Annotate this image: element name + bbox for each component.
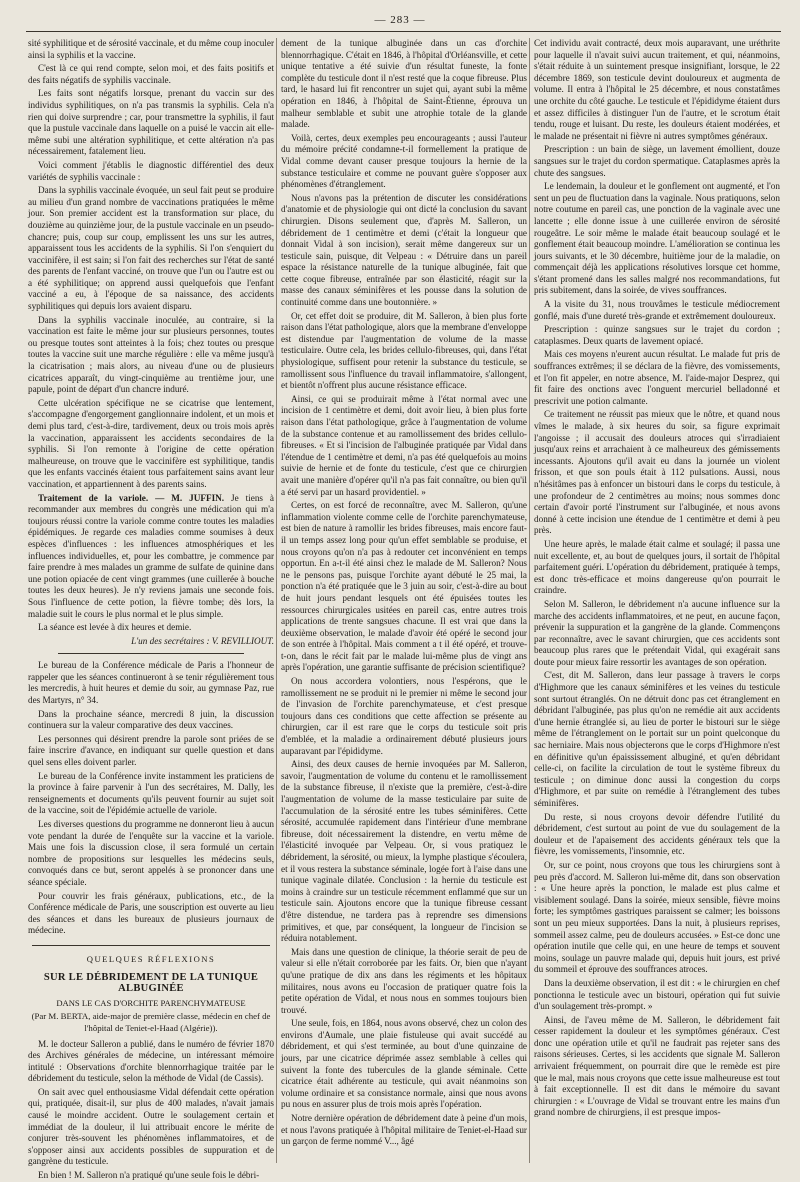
paragraph: Une seule, fois, en 1864, nous avons observé, chez un colon des environs d'Aumale, une plaie fistuleuse qui avait succédé au débridement, et qui s'est terminée, au bout d'une quinzaine de jours, par une cicatrice déprimée assez semblable à celles qui suivent la fonte des tubercules de la glande séminale. Cette cicatrice était adhérente au testicule, qui avait néanmoins son volume ordinaire et sa consistance normale, ainsi que nous avons pu nous en assurer plus de trois mois après l'opération. [281,1018,527,1110]
paragraph: Nous n'avons pas la prétention de discuter les considérations d'anatomie et de physiologie qui ont dicté la conclusion du savant chirurgien. Disons seulement que, d'après M. Salleron, un débridement de 1 centimètre et demi (c'était la longueur que donnait Vidal à son incision), serait même dangereux sur un testicule sain, puisque, dit Velpeau : « Détruire dans un pareil espace la résistance naturelle de la tunique albuginée, fait que cette coque fibreuse, entraînée par son élasticité, réagit sur la masse des canaux séminifères et les pousse dans la solution de continuité comme dans une boutonnière. » [281,192,527,308]
paragraph: En bien ! M. Salleron n'a pratiqué qu'une seule fois le débri- [38,1170,260,1181]
paragraph: Ainsi, ce qui se produirait même à l'état normal avec une incision de 1 centimètre et demi, doit avoir lieu, à bien plus forte raison dans l'état pathologique, grâce à l'augmentation de volume de la substance contenue et au ramollissement des brides cellulo-fibreuses. « Et si l'incision de l'albuginée pratiquée par Vidal dans l'étendue de 1 centimètre et demi, n'a pas été quelquefois au moins suivie de hernie et de fonte du testicule, c'est que ce chirurgien avait une manière d'opérer qu'il n'a pas fait connaître, ou bien qu'il a été servi par un hasard providentiel. » [281,393,527,497]
paragraph: Selon M. Salleron, le débridement n'a aucune influence sur la marche des accidents inflammatoires, et ne peut, en aucune façon, prévenir la suppuration et la gangrène de la glande. Commençons par reconnaître, avec le savant chirurgien, que ces accidents sont beaucoup plus rares que le prétendait Vidal, qui exagérait sans doute pour mieux faire ressortir les avantages de son opération. [534,598,780,667]
section-lead: Traitement de la variole. — M. JUFFIN. [38,492,225,503]
paragraph: Ainsi, des deux causes de hernie invoquées par M. Salleron, savoir, l'augmentation de volume du contenu et le ramollissement de la substance fibreuse, il n'existe que la première, c'est-à-dire l'augmentation de volume de la masse testiculaire par suite de l'accumulation de la sérosité entre les tubes séminifères. Cette sérosité, accumulée rapidement dans l'intérieur d'une membrane fibreuse, doit nécessairement la distendre, en vertu même de l'élasticité invoquée par Velpeau. Or, si vous pratiquez le débridement, la sérosité, ou mieux, la lymphe plastique s'écoulera, et il vous restera la substance séminale, logée fort à l'aise dans une tunique vaginale dilatée. Conclusion : la hernie du testicule est moins à craindre sur un testicule récemment enflammé que sur un testicule sain. Ajoutons encore que la tunique fibreuse cessant d'être distendue, ne tardera pas à reprendre ses dimensions primitives, et que, par conséquent, la longueur de l'incision se réduira notablement. [281,759,527,944]
paragraph: C'est là ce qui rend compte, selon moi, et des faits positifs et des faits négatifs de syphilis vaccinale. [28,63,274,85]
paragraph: Du reste, si nous croyons devoir défendre l'utilité du débridement, c'est surtout au point de vue du soulagement de la douleur et de l'apaisement des accidents généraux tels que la fièvre, les vomissements, l'insomnie, etc. [534,811,780,857]
column-2 [281,38,527,1166]
paragraph: On nous accordera volontiers, nous l'espérons, que le ramollissement ne se produit ni le premier ni même le second jour de l'invasion de l'orchite parenchymateuse, et c'est presque toujours dans ces conditions que cette affection se présente au chirurgien, car il est rare que le corps du testicule soit pris d'emblée, et la maladie a ordinairement débuté plusieurs jours auparavant par l'épididyme. [281,676,527,756]
paragraph: Or, cet effet doit se produire, dit M. Salleron, à bien plus forte raison dans l'état pathologique, alors que la membrane d'enveloppe est distendue par l'augmentation de volume de la masse testiculaire. Outre cela, les brides cellulo-fibreuses, qui, dans l'état physiologique, suffisent pour retenir la substance du testicule, se ramollissent sous l'influence du travail inflammatoire, s'allongent, et bientôt n'offrent plus aucune résistance efficace. [281,310,527,391]
paragraph: M. le docteur Salleron a publié, dans le numéro de février 1870 des Archives générales de médecine, un intéressant mémoire intitulé : Observations d'orchite blennorrhagique traitée par le débridement du testicule, selon la méthode de Vidal (de Cassis). [28,1038,274,1084]
paragraph: sité syphilitique et de sérosité vaccinale, et du même coup inoculer ainsi la syphilis et la vaccine. [28,38,274,60]
column-1 [28,38,275,1181]
paragraph: Le lendemain, la douleur et le gonflement ont augmenté, et l'on sent un peu de fluctuation dans la vaginale. Nous pratiquons, selon notre coutume en pareil cas, une ponction de la vaginale avec une lancette ; elle donne issue à une cuillerée environ de sérosité rougeâtre. Le soir même le malade était beaucoup soulagé et le gonflement était beaucoup moindre. L'amélioration se continua les jours suivants, et le 30 décembre, huitième jour de la maladie, on commençait déjà les applications résolutives lorsque cet homme, s'étant promené dans les salles malgré nos recommandations, fut pris subitement, dans la soirée, de vives souffrances. [534,181,780,296]
paragraph: Mais dans une question de clinique, la théorie serait de peu de valeur si elle n'était corroborée par les faits. Or, bien que n'ayant qu'une pratique de dix ans dans les régiments et les hôpitaux militaires, nous avons eu l'occasion de pratiquer quatre fois la petite opération de Vidal, et nous nous en sommes toujours bien trouvé. [281,946,527,1015]
article-subtitle: DANS LE CAS D'ORCHITE PARENCHYMATEUSE [56,997,246,1008]
section-rule [32,945,270,946]
paragraph: Le bureau de la Conférence invite instamment les praticiens de la province à faire parvenir à l'un des secrétaires, M. Dally, les renseignements et documents qu'ils peuvent fournir au sujet soit de la vaccine, soit de l'épidémie actuelle de variole. [28,770,274,816]
paragraph: Une heure après, le malade était calme et soulagé; il passa une nuit excellente, et, au bout de quelques jours, il sortait de l'hôpital parfaitement guéri. L'opération du débridement, pratiquée à temps, est donc très-efficace et moins dangereuse qu'on pourrait le craindre. [534,538,780,596]
paragraph: Les diverses questions du programme ne donneront lieu à aucun vote pendant la durée de l'enquête sur la vaccine et la variole. Mais une fois la discussion close, il sera formulé un certain nombre de propositions sur lesquelles les médecins seuls, convoqués dans ce but, seront appelés à se prononcer dans une séance spéciale. [28,819,275,887]
paragraph: La séance est levée à dix heures et demie. [38,622,192,633]
page-number: — 283 — [374,14,426,26]
paragraph: Voici comment j'établis le diagnostic différentiel des deux variétés de syphilis vaccinale : [28,159,274,182]
paragraph: Dans la prochaine séance, mercredi 8 juin, la discussion continuera sur la valeur comparative des deux vaccines. [28,708,274,731]
paragraph: Cette ulcération spécifique ne se cicatrise que lentement, s'accompagne d'engorgement ganglionnaire indolent, et un mois et demi plus tard, c'est-à-dire, tardivement, deux ou trois mois après la vaccination, apparaissent les accidents secondaires de la syphilis. Si l'on remonte à l'origine de cette opération malheureuse, on trouve que le vaccinifère est syphilitique, tandis que les enfants vaccinés étaient tous parfaitement sains avant leur vaccination, et appartiennent à des parents sains. [28,397,274,489]
paragraph: Prescription : quinze sangsues sur le trajet du cordon ; cataplasmes. Deux quarts de lavement opiacé. [534,324,780,346]
paragraph: A la visite du 31, nous trouvâmes le testicule médiocrement gonflé, mais d'une dureté très-grande et extrêmement douloureux. [534,299,780,321]
paragraph: Dans la syphilis vaccinale inoculée, au contraire, si la vaccination est faite le même jour sur plusieurs personnes, toutes ou presque toutes sont atteintes à la fois; chez toutes ou presque toutes la vaccine suit une marche régulière : elle va même jusqu'à la cicatrisation ; mais alors, au niveau d'une ou de plusieurs cicatrices apparaît, du vingt-cinquième au trentième jour, une papule, point de départ d'un chancre induré. [28,314,274,395]
column-divider [529,38,530,1163]
paragraph: Notre dernière opération de débridement date à peine d'un mois, et nous l'avons pratiquée à l'hôpital militaire de Teniet-el-Haad sur un garçon de ferme nommé V..., âgé [281,1113,527,1147]
paragraph: On sait avec quel enthousiasme Vidal défendait cette opération qui, pratiquée, disait-il, sur plus de 400 malades, n'avait jamais causé le moindre accident. Outre le soulagement certain et immédiat de la douleur, il lui attribuait encore le mérite de conjurer très-souvent les phénomènes inflammatoires, et de s'opposer ainsi aux accidents possibles de suppuration et de gangrène du testicule. [28,1086,274,1167]
article-title: SUR LE DÉBRIDEMENT DE LA TUNIQUE ALBUGINÉE [43,971,259,995]
paragraph: Dans la syphilis vaccinale évoquée, un seul fait peut se produire au milieu d'un grand nombre de vaccinations pratiquées le même jour. Son premier accident est la transformation sur place, du douzième au quinzième jour, de la pustule vaccinale en un pseudo-chancre; puis, coup sur coup, emplissent les uns sur les autres, apparaissent tous les accidents de la syphilis. Si l'on s'enquiert du vaccinifère, il est sain; si l'on fait des recherches sur l'état de santé des parents de l'enfant vacciné, on trouve que l'un ou l'autre est ou a été syphilitique; on apprend aussi quelquefois que l'enfant vacciné a eu, à l'époque de sa naissance, des accidents syphilitiques qui depuis lors avaient disparu. [28,185,274,312]
paragraph: Le bureau de la Conférence médicale de Paris a l'honneur de rappeler que les séances continueront à se tenir régulièrement tous les mercredis, à huit heures et demie du soir, au gymnase Paz, rue des Martyrs, n° 34. [28,660,274,706]
signature: L'un des secrétaires : V. REVILLIOUT. [131,635,274,646]
section-rule [58,653,244,654]
paragraph: Ainsi, de l'aveu même de M. Salleron, le débridement fait cesser rapidement la douleur et les symptômes généraux. C'est donc une opération utile et qu'il ne faudrait pas rejeter sans des raisons sérieuses. Certes, si les accidents que signale M. Salleron arrivaient fréquemment, on pourrait dire que le remède est pire que le mal, mais nous croyons que cette issue malheureuse est tout à fait exceptionnelle. Il est dit dans le mémoire du savant chirurgien : « L'ouvrage de Vidal se trouvant entre les mains d'un grand nombre de chirurgiens, il est presque impos- [534,1014,780,1118]
article-kicker: QUELQUES RÉFLEXIONS [86,953,216,964]
paragraph: C'est, dit M. Salleron, dans leur passage à travers le corps d'Highmore que les canaux séminifères et les veines du testicule sont surtout étranglés. On ne détruit donc pas cet étranglement en débridant l'albuginée, pas plus qu'on ne remédie ait aux accidents d'une hernie étranglée si, au lieu de porter le bistouri sur le siège même de l'étranglement on le portait sur un point quelconque du sac herniaire. Mais nous objecterons que le corps d'Highmore n'est en définitive qu'un épaississement albuginé, et qu'en débridant celle-ci, on facilite la circulation de tout le système fibreux du testicule ; on diminue donc aussi la congestion du corps d'Highmore, et par suite on remédie à l'étranglement des tubes séminifères. [534,670,780,808]
paragraph: Les faits sont négatifs lorsque, prenant du vaccin sur des individus syphilitiques, on n'a pas transmis la syphilis. Cela n'a rien qui doive surprendre ; car, pour transmettre la syphilis, il faut que la pustule vaccinale dans laquelle on a puisé le vaccin ait elle-même subi une altération syphilitique, et cette altération n'a pas nécessairement, fatalement lieu. [28,88,274,157]
paragraph: Voilà, certes, deux exemples peu encourageants ; aussi l'auteur du mémoire précité condamne-t-il formellement la pratique de Vidal comme devant causer presque toujours la hernie de la substance testiculaire et comme ne pouvant guère s'opposer aux phénomènes d'étranglement. [281,132,527,190]
paragraph: dement de la tunique albuginée dans un cas d'orchite blennorrhagique. C'était en 1846, à l'hôpital d'Orléansville, et cette unique tentative a été suivie d'un résultat funeste, la fonte complète du testicule dont il n'est resté que la coque fibreuse. Plus tard, le hasard lui fit rencontrer un sujet qui, ayant subi la même opération en 1846, à l'hôpital de Saint-Étienne, éprouva un malheur semblable et subit une atrophie totale de la glande malade. [281,38,527,130]
paragraph: Mais ces moyens n'eurent aucun résultat. Le malade fut pris de souffrances extrêmes; il se déclara de la fièvre, des vomissements, et l'on fit appeler, en notre absence, M. l'aide-major Desprez, qui fit faire des onctions avec l'onguent mercuriel belladonné et prescrivit une potion calmante. [534,349,780,406]
column-divider [276,38,277,1163]
paragraph: Ce traitement ne réussit pas mieux que le nôtre, et quand nous vîmes le malade, à six heures du soir, sa figure exprimait l'angoisse ; il accusait des douleurs atroces qui s'irradiaient jusqu'aux reins et arrachaient à ce malheureux des gémissements incessants. Ajoutons qu'il avait eu dans la journée un violent frisson, et que son pouls était à 112 pulsations. Aussi, nous n'hésitâmes pas à enfoncer un bistouri dans le corps du testicule, à une profondeur de 2 centimètres au moins; nous sommes donc certain d'avoir porté l'instrument sur l'albuginée, et nous avons donné à cette incision une étendue de 1 centimètre et demi à peu près. [534,409,780,536]
paragraph: Cet individu avait contracté, deux mois auparavant, une uréthrite pour laquelle il n'avait suivi aucun traitement, et qui, néanmoins, s'était réduite à un suintement presque insignifiant, lorsque, le 22 décembre 1869, son testicule devint douloureux et augmenta de volume. Il entra à l'hôpital le 25 décembre, et nous constatâmes une orchite du côté gauche. Le testicule et l'épididyme étaient durs et assez difficiles à distinguer l'un de l'autre, et le scrotum était tendu, rouge et luisant. Du reste, les douleurs étaient modérées, et le malade ne présentait ni fièvre ni autres symptômes généraux. [534,38,780,141]
paragraph: Or, sur ce point, nous croyons que tous les chirurgiens sont à peu près d'accord. M. Salleron lui-même dit, dans son observation : « Une heure après la ponction, le malade est plus calme et visiblement soulagé. Dans la soirée, mieux sensible, fièvre moins forte; les symptômes gastriques paraissent se calmer; les boissons sont un peu mieux supportées. Dans la nuit, à plusieurs reprises, sommeil assez calme, peu de douleurs accusées. » Est-ce donc une opération inutile que celle qui, en une heure de temps et souvent moins, soulage un pauvre malade qui, depuis huit jours, est privé du sommeil et éprouve des souffrances atroces. [534,859,780,975]
paragraph: Pour couvrir les frais généraux, publications, etc., de la Conférence médicale de Paris, une souscription est ouverte au lieu des séances et dans les bureaux de plusieurs journaux de médecine. [28,890,274,936]
paragraph [28,493,274,621]
paragraph: Certes, on est forcé de reconnaître, avec M. Salleron, qu'une inflammation violente comme celle de l'orchite parenchymateuse, est bien de nature à ramollir les brides fibreuses, mais encore faut-il un temps assez long pour qu'un effet semblable se produise, et nous croyons qu'on n'a pas à redouter cet inconvénient en temps opportun. En a-t-il été ainsi chez le malade de M. Salleron? Nous ne le pensons pas, puisque l'orchite ayant débuté le 25 mai, la ponction n'a été pratiquée que le 3 juin au soir, c'est-à-dire au bout de huit jours pendant lesquels ont été épuisées toutes les ressources chirurgicales usitées en pareil cas, entre autres trois applications de trente sangsues chacune. Il est vrai que dans la deuxième observation, le malade d'avoir été opéré le second jour de son entrée à l'hôpital. Mais comment a t il été opéré, et trouve-t-on, dans le récit fait par le malade lui-même plus de vingt ans après l'opération, une garantie suffisante de précision scientifique? [281,500,527,673]
paragraph: Les personnes qui désirent prendre la parole sont priées de se faire inscrire d'avance, en indiquant sur quelle question et dans quel sens elles doivent parler. [28,733,274,768]
paragraph-text: Je tiens à recommander aux membres du congrès une médication qui m'a toujours réussi contre la variole comme contre toutes les maladies épidémiques. Je regarde ces maladies comme soumises à deux espèces d'influences : les influences atmosphériques et les influences individuelles, et, pour les combattre, je commence par faire prendre à mes malades un gramme de sulfate de quinine dans une potion opiacée de cent vingt grammes (une cuillerée à bouche toutes les deux heures). Je n'y reviens jamais une seconde fois. Sous l'influence de cette potion, la fièvre tombe; dès lors, la maladie suit le cours le plus normal et le plus simple. [28,492,274,619]
header-rule [26,31,781,32]
article-byline: (Par M. BERTA, aide-major de première classe, médecin en chef de l'hôpital de Teniet-el-Haad (Algérie)). [31,1011,271,1033]
paragraph: Dans la deuxième observation, il est dit : « le chirurgien en chef ponctionna le testicule avec un bistouri, opération qui fut suivie d'un soulagement très-prompt. » [534,977,780,1012]
column-3 [534,38,780,1166]
paragraph: Prescription : un bain de siège, un lavement émollient, douze sangsues sur le trajet du cordon spermatique. Cataplasmes après la chute des sangsues. [534,144,780,178]
